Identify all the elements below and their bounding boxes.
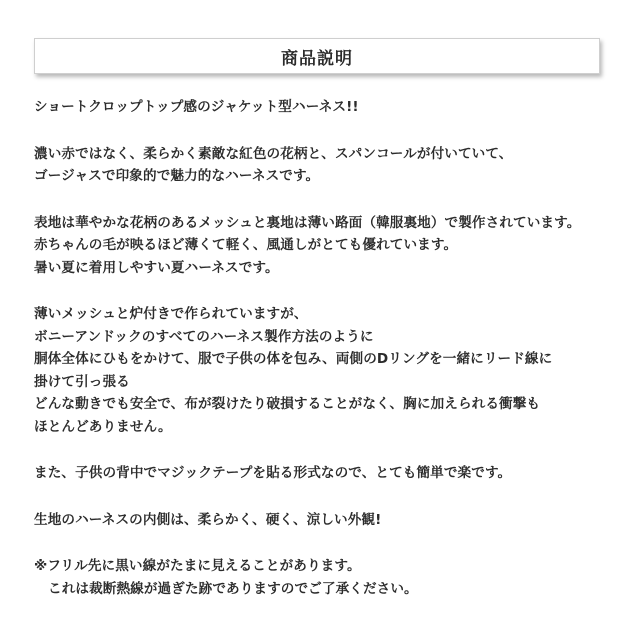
paragraph-note — [34, 555, 624, 600]
text-line: 濃い赤ではなく、柔らかく素敵な紅色の花柄と、スパンコールが付いていて、 — [34, 145, 513, 162]
text-line: 掛けて引っ張る — [34, 373, 130, 390]
text-line: 薄いメッシュと炉付きで作られていますが、 — [34, 306, 308, 322]
text-line: どんな動きでも安全で、布が裂けたり破損することがなく、胸に加えられる衝撃も — [34, 396, 541, 412]
section-title: 商品説明 — [281, 48, 353, 69]
text-line: 胴体全体にひもをかけて、服で子供の体を包み、両側のDリングを一緒にリード線に — [34, 351, 553, 367]
text-line: ゴージャスで印象的で魅力的なハーネスです。 — [34, 168, 320, 184]
text-line: 生地のハーネスの内側は、柔らかく、硬く、涼しい外観! — [34, 511, 382, 528]
text-line: ほとんどありません。 — [34, 418, 172, 435]
paragraph-intro — [34, 96, 624, 119]
text-line: 暑い夏に着用しやすい夏ハーネスです。 — [34, 259, 279, 276]
text-line: ボニーアンドックのすべてのハーネス製作方法のように — [34, 328, 374, 345]
text-line: また、子供の背中でマジックテープを貼る形式なので、とても簡単で楽です。 — [34, 465, 512, 481]
text-line: 赤ちゃんの毛が映るほど薄くて軽く、風通しがとても優れています。 — [34, 237, 458, 253]
text-line: ショートクロップトップ感のジャケット型ハーネス!! — [34, 99, 359, 115]
section-header — [34, 38, 600, 74]
paragraph-lining — [34, 509, 624, 532]
note-line: これは裁断熱線が過ぎた跡でありますのでご了承ください。 — [48, 580, 418, 597]
paragraph-color — [34, 143, 624, 188]
paragraph-material — [34, 212, 624, 280]
product-description — [34, 96, 624, 624]
paragraph-fastening — [34, 462, 624, 485]
text-line: 表地は華やかな花柄のあるメッシュと裏地は薄い路面（韓服裏地）で製作されています。 — [34, 214, 581, 231]
paragraph-construction — [34, 303, 624, 438]
note-line: ※フリル先に黒い線がたまに見えることがあります。 — [34, 558, 361, 574]
